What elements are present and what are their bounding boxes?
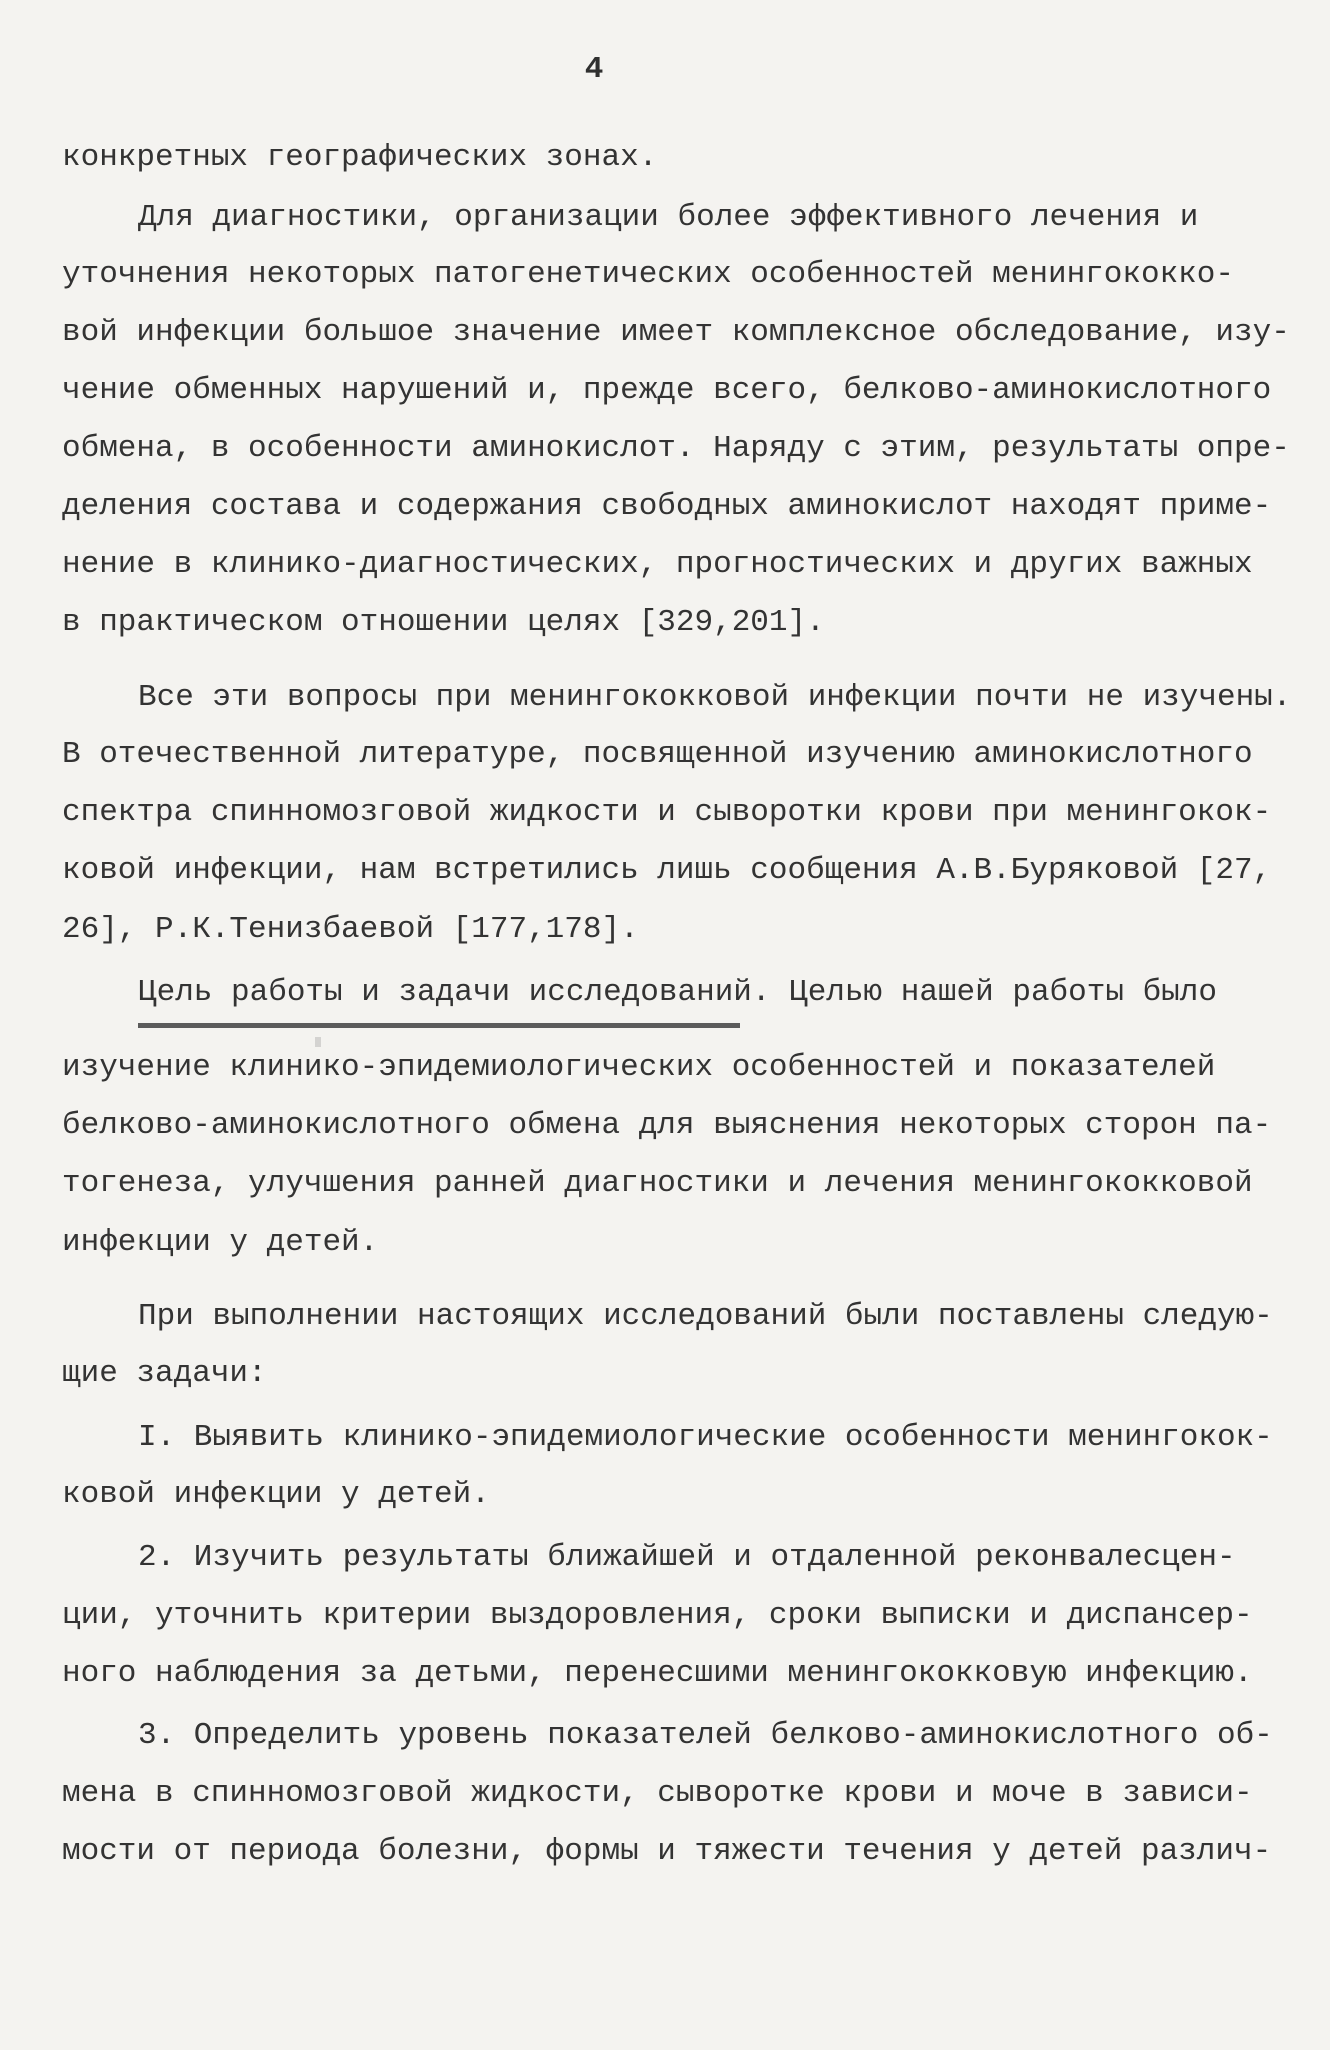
task-3-line-1: 3. Определить уровень показателей белково-аминокислотного об- [138,1718,1273,1753]
text-line-4: вой инфекции большое значение имеет комплексное обследование, изу- [62,315,1290,350]
task-1-line-2: ковой инфекции у детей. [62,1477,490,1512]
text-line-3: уточнения некоторых патогенетических особенностей менингококко- [62,257,1234,292]
text-line-13: ковой инфекции, нам встретились лишь сообщения А.В.Буряковой [27, [62,853,1272,888]
task-3-line-2: мена в спинномозговой жидкости, сыворотке крови и моче в зависи- [62,1776,1253,1811]
text-line-7: деления состава и содержания свободных аминокислот находят приме- [62,489,1272,524]
text-line-14: 26], Р.К.Тенизбаевой [177,178]. [62,912,639,947]
task-1-line-1: I. Выявить клинико-эпидемиологические особенности менингокок- [138,1420,1273,1455]
text-line-2: Для диагностики, организации более эффективного лечения и [138,200,1199,235]
text-line-19: инфекции у детей. [62,1225,379,1260]
heading-underline [138,1023,740,1028]
text-line-21: щие задачи: [62,1356,267,1391]
text-line-8: нение в клинико-диагностических, прогностических и других важных [62,547,1253,582]
text-line-20: При выполнении настоящих исследований были поставлены следую- [138,1299,1273,1334]
text-line-6: обмена, в особенности аминокислот. Наряду с этим, результаты опре- [62,431,1290,466]
text-line-9: в практическом отношении целях [329,201]. [62,605,825,640]
text-line-16: изучение клинико-эпидемиологических особенностей и показателей [62,1050,1216,1085]
text-line-18: тогенеза, улучшения ранней диагностики и лечения менингококковой [62,1166,1253,1201]
task-2-line-2: ции, уточнить критерии выздоровления, сроки выписки и диспансер- [62,1598,1253,1633]
text-line-12: спектра спинномозговой жидкости и сыворотки крови при менингокок- [62,795,1272,830]
task-2-line-1: 2. Изучить результаты ближайшей и отдаленной реконвалесцен- [138,1540,1236,1575]
text-line-17: белково-аминокислотного обмена для выяснения некоторых сторон па- [62,1108,1272,1143]
text-line-11: В отечественной литературе, посвященной изучению аминокислотного [62,737,1253,772]
text-line-1: конкретных географических зонах. [62,140,658,175]
text-line-10: Все эти вопросы при менингококковой инфекции почти не изучены. [138,680,1292,715]
section-heading-line: Цель работы и задачи исследований. Целью нашей работы было [138,975,1217,1010]
task-3-line-3: мости от периода болезни, формы и тяжести течения у детей различ- [62,1834,1272,1869]
scan-mark [315,1037,321,1047]
task-2-line-3: ного наблюдения за детьми, перенесшими менингококковую инфекцию. [62,1656,1253,1691]
text-line-5: чение обменных нарушений и, прежде всего, белково-аминокислотного [62,373,1272,408]
page-number: 4 [584,52,604,87]
